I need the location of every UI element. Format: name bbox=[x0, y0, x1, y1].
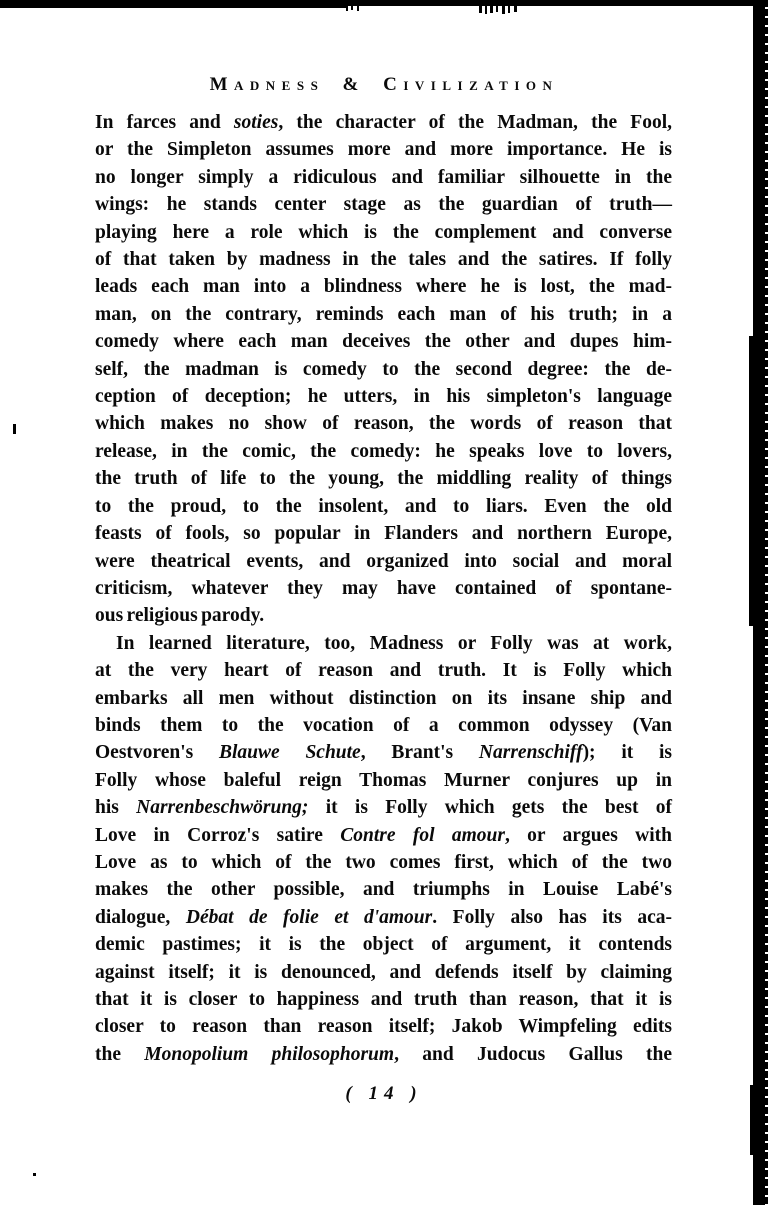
text-line bbox=[95, 959, 672, 986]
text-segment: ous religious parody. bbox=[95, 605, 265, 627]
text-line bbox=[95, 986, 672, 1013]
text-segment: self, the madman is comedy to the second degree: the de- bbox=[95, 358, 672, 380]
text-segment: that it is closer to happiness and truth than reason, that it is bbox=[95, 989, 672, 1010]
text-segment: it is Folly which gets the best of bbox=[308, 797, 672, 819]
ink-speck bbox=[13, 424, 16, 434]
text-segment: the truth of life to the young, the middling reality of things bbox=[95, 468, 672, 490]
text-segment: ); it is bbox=[582, 742, 673, 764]
text-segment: embarks all men without distinction on its insane ship and bbox=[95, 687, 672, 709]
text-segment: , the character of the Madman, the Fool, bbox=[278, 112, 673, 133]
text-segment: binds them to the vocation of a common odyssey (Van bbox=[95, 714, 672, 736]
text-line bbox=[95, 356, 672, 383]
text-line bbox=[95, 657, 672, 684]
text-line bbox=[95, 273, 672, 300]
text-line bbox=[95, 822, 672, 849]
text-segment: leads each man into a blindness where he is lost, the mad- bbox=[95, 276, 672, 298]
scan-tick bbox=[490, 6, 493, 13]
text-line bbox=[95, 630, 672, 657]
text-segment: or the Simpleton assumes more and more importance. He is bbox=[95, 139, 672, 161]
text-line bbox=[95, 136, 672, 163]
text-line bbox=[95, 465, 672, 492]
text-line bbox=[95, 383, 672, 410]
text-segment: ception of deception; he utters, in his simpleton's language bbox=[95, 386, 672, 408]
text-line bbox=[95, 712, 672, 739]
ink-speck bbox=[33, 1173, 36, 1176]
text-segment: no longer simply a ridiculous and familiar silhouette in the bbox=[95, 166, 672, 188]
text-line bbox=[95, 191, 672, 218]
text-line bbox=[95, 328, 672, 355]
text-line bbox=[95, 164, 672, 191]
scan-edge-bump bbox=[749, 336, 754, 626]
text-segment: feasts of fools, so popular in Flanders and northern Europe, bbox=[95, 523, 672, 545]
text-line bbox=[95, 520, 672, 547]
text-segment: , Brant's bbox=[360, 742, 479, 764]
text-segment: comedy where each man deceives the other and dupes him- bbox=[95, 331, 672, 353]
italic-text-segment: soties bbox=[233, 112, 279, 133]
text-line bbox=[95, 931, 672, 958]
paragraph bbox=[95, 109, 672, 630]
text-line bbox=[95, 849, 672, 876]
text-line bbox=[95, 1041, 672, 1068]
italic-text-segment: Narrenschiff bbox=[478, 742, 583, 764]
text-segment: Love as to which of the two comes first, which of the two bbox=[95, 851, 672, 873]
text-segment: against itself; it is denounced, and defends itself by claiming bbox=[95, 961, 672, 983]
page-number: ( 14 ) bbox=[345, 1083, 423, 1104]
text-line bbox=[95, 794, 672, 821]
text-segment: In learned literature, too, Madness or Folly was at work, bbox=[116, 632, 672, 654]
text-line bbox=[95, 219, 672, 246]
scan-tick bbox=[514, 6, 517, 12]
text-line bbox=[95, 246, 672, 273]
text-line bbox=[95, 301, 672, 328]
scan-tick bbox=[485, 6, 487, 14]
text-segment: makes the other possible, and triumphs in Louise Labé's bbox=[95, 879, 672, 901]
text-segment: Oestvoren's bbox=[95, 742, 219, 764]
text-segment: , and Judocus Gallus the bbox=[394, 1043, 672, 1065]
text-segment: his bbox=[95, 797, 137, 819]
running-head: Madness & Civilization bbox=[209, 74, 559, 95]
text-segment: release, in the comic, the comedy: he speaks love to lovers, bbox=[95, 440, 672, 462]
scan-tick bbox=[502, 6, 505, 14]
text-line bbox=[95, 767, 672, 794]
text-line bbox=[95, 548, 672, 575]
text-line bbox=[95, 602, 672, 629]
text-segment: the bbox=[95, 1043, 145, 1065]
paragraph bbox=[95, 630, 672, 1069]
text-line bbox=[95, 575, 672, 602]
text-segment: wings: he stands center stage as the guardian of truth— bbox=[95, 194, 672, 216]
text-line bbox=[95, 685, 672, 712]
italic-text-segment: Contre fol amour bbox=[340, 824, 505, 846]
text-segment: man, on the contrary, reminds each man of his truth; in a bbox=[95, 303, 672, 325]
text-segment: of that taken by madness in the tales and the satires. If folly bbox=[95, 249, 672, 271]
italic-text-segment: Blauwe Schute bbox=[219, 742, 361, 764]
text-segment: which makes no show of reason, the words of reason that bbox=[95, 413, 672, 435]
text-segment: Folly whose baleful reign Thomas Murner conjures up in bbox=[95, 769, 672, 791]
text-line bbox=[95, 438, 672, 465]
scan-tick bbox=[351, 6, 353, 10]
italic-text-segment: Monopolium philosophorum bbox=[144, 1043, 395, 1065]
text-segment: at the very heart of reason and truth. It is Folly which bbox=[95, 660, 672, 682]
text-segment: dialogue, bbox=[95, 906, 186, 928]
text-segment: In farces and bbox=[95, 112, 234, 133]
text-line bbox=[95, 410, 672, 437]
text-segment: , or argues with bbox=[504, 824, 672, 846]
scan-tick bbox=[508, 6, 510, 13]
italic-text-segment: Débat de folie et d'amour bbox=[185, 906, 433, 928]
italic-text-segment: Narrenbeschwörung; bbox=[136, 797, 309, 819]
text-block bbox=[95, 109, 672, 1068]
text-line bbox=[95, 876, 672, 903]
text-line bbox=[95, 904, 672, 931]
text-segment: to the proud, to the insolent, and to liars. Even the old bbox=[95, 495, 672, 517]
text-line bbox=[95, 109, 672, 136]
scan-tick bbox=[346, 6, 348, 11]
text-line bbox=[95, 493, 672, 520]
scan-edge-right-strip bbox=[753, 0, 768, 1205]
text-segment: demic pastimes; it is the object of argument, it contends bbox=[95, 934, 672, 956]
text-segment: . Folly also has its aca- bbox=[432, 906, 672, 928]
scan-edge-top-bar-left bbox=[0, 0, 346, 8]
scan-tick bbox=[496, 6, 498, 12]
text-line bbox=[95, 739, 672, 766]
text-segment: playing here a role which is the complement and converse bbox=[95, 221, 672, 243]
text-segment: closer to reason than reason itself; Jakob Wimpfeling edits bbox=[95, 1016, 672, 1038]
scan-tick bbox=[357, 6, 359, 11]
text-segment: criticism, whatever they may have contained of spontane- bbox=[95, 577, 672, 599]
text-line bbox=[95, 1013, 672, 1040]
scan-tick bbox=[479, 6, 482, 13]
text-segment: Love in Corroz's satire bbox=[95, 824, 341, 846]
text-segment: were theatrical events, and organized into social and moral bbox=[95, 550, 672, 572]
